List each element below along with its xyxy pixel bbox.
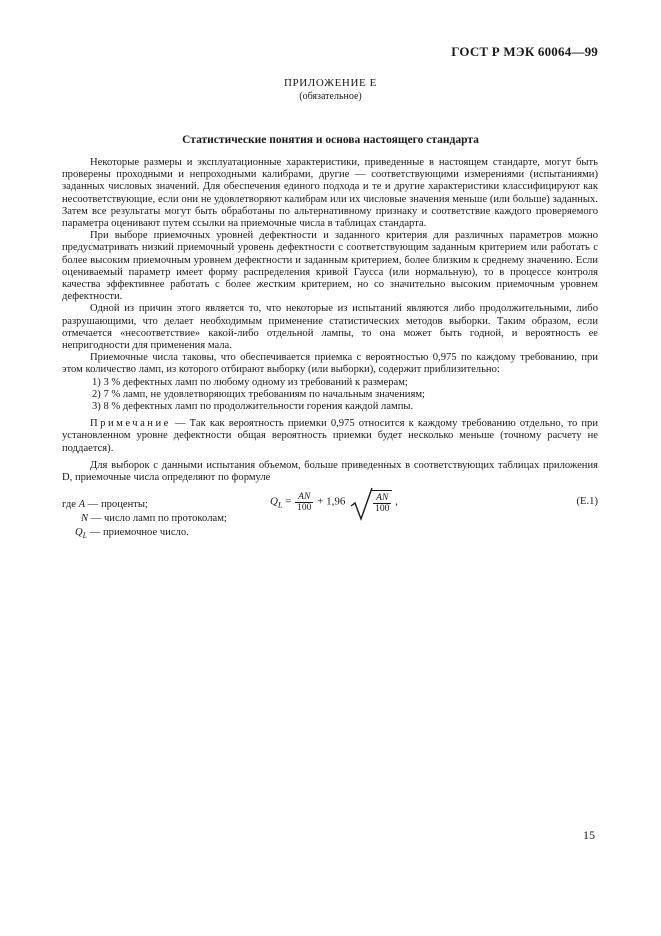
list-item: 3) 8 % дефектных ламп по продолжительности горения каждой лампы. bbox=[92, 401, 414, 413]
formula-trailing: , bbox=[395, 495, 398, 508]
formula-lhs-subscript: L bbox=[277, 500, 283, 510]
fraction-numerator: AN bbox=[373, 493, 391, 504]
appendix-subtitle: (обязательное) bbox=[299, 91, 362, 102]
paragraph: При выборе приемочных уровней дефектности и заданного критерия для различных параметров можно предусматривать низкий приемочный уровень дефектности с соответствующим заданным критерием или работать с более высоким приемочным уровнем дефектности и заданным критерием, более близким к среднему значению. Если оцениваемый параметр имеет форму распределения кривой Гаусса (или нормальную), то в процессе контроля качества эффективнее работать с более жестким критерием, но со значительно высоким приемочным уровнем дефектности. bbox=[62, 230, 598, 303]
where-item bbox=[62, 526, 598, 543]
where-text: — приемочное число. bbox=[87, 527, 189, 538]
where-symbol-subscript: L bbox=[82, 531, 88, 540]
page-number: 15 bbox=[583, 828, 595, 842]
where-symbol: A bbox=[78, 499, 86, 510]
body-text bbox=[62, 157, 598, 522]
fraction-denominator: 100 bbox=[297, 502, 312, 513]
note bbox=[62, 418, 598, 455]
requirements-list bbox=[62, 377, 598, 414]
where-symbol: N bbox=[81, 513, 89, 524]
fraction-denominator: 100 bbox=[375, 504, 390, 515]
note-text: — Так как вероятность приемки 0,975 относится к каждому требованию отдельно, то при установленном уровне дефектности общая вероятность приемки будет несколько меньше (точному расчету не поддается). bbox=[62, 418, 598, 454]
appendix-title: ПРИЛОЖЕНИЕ Е bbox=[284, 77, 377, 89]
list-item: 1) 3 % дефектных ламп по любому одному из требований к размерам; bbox=[92, 376, 408, 388]
formula-intro: Для выборок с данными испытания объемом, больше приведенных в соответствующих таблицах приложения D, приемочные числа определяют по формуле bbox=[62, 459, 598, 484]
note-label: Примечание bbox=[90, 418, 171, 430]
formula-lhs: Q bbox=[270, 495, 278, 508]
where-prefix: где bbox=[62, 499, 79, 510]
section-title: Статистические понятия и основа настоящего стандарта bbox=[182, 134, 479, 146]
appendix-header bbox=[0, 77, 661, 103]
paragraph: Приемочные числа таковы, что обеспечивается приемка с вероятностью 0,975 по каждому требованию, при этом количество ламп, из которого отбирают выборку (или выборки), содержит приблизительно: bbox=[62, 352, 598, 376]
paragraph: Некоторые размеры и эксплуатационные характеристики, приведенные в настоящем стандарте, могут быть проверены проходными и непроходными калибрами, другие — соответствующими измерениями (испытаниями) заданных числовых значений. Для обеспечения единого подхода и те и другие характеристики классифицируют как несоответствующие, если они не удовлетворяют калибрам или их числовые значения меньше (или больше) заданных. Затем все результаты могут быть обработаны по альтернативному признаку и соответствие каждого проверяемого параметра оценивают путем ссылки на приемочные числа в таблицах стандарта. bbox=[62, 157, 598, 230]
standard-code: ГОСТ Р МЭК 60064—99 bbox=[451, 44, 598, 59]
where-symbol: Q bbox=[75, 527, 83, 538]
paragraph: Одной из причин этого является то, что некоторые из испытаний являются либо продолжительными, либо разрушающими, что делает необходимым применение статистических методов выборки. Таким образом, если отмечается «несоответствие» какой-либо отдельной лампы, то она может быть годной, и вероятность ее непригодности для применения мала. bbox=[62, 303, 598, 352]
list-item: 2) 7 % ламп, не удовлетворяющих требованиям по начальным значениям; bbox=[92, 388, 425, 400]
equation-number: (E.1) bbox=[576, 496, 598, 508]
where-text: — число ламп по протоколам; bbox=[88, 513, 227, 524]
equals-sign: = bbox=[285, 495, 292, 508]
where-text: — проценты; bbox=[85, 499, 148, 510]
where-item bbox=[62, 512, 598, 526]
formula-coefficient: + 1,96 bbox=[317, 495, 346, 508]
fraction-numerator: AN bbox=[295, 492, 313, 503]
